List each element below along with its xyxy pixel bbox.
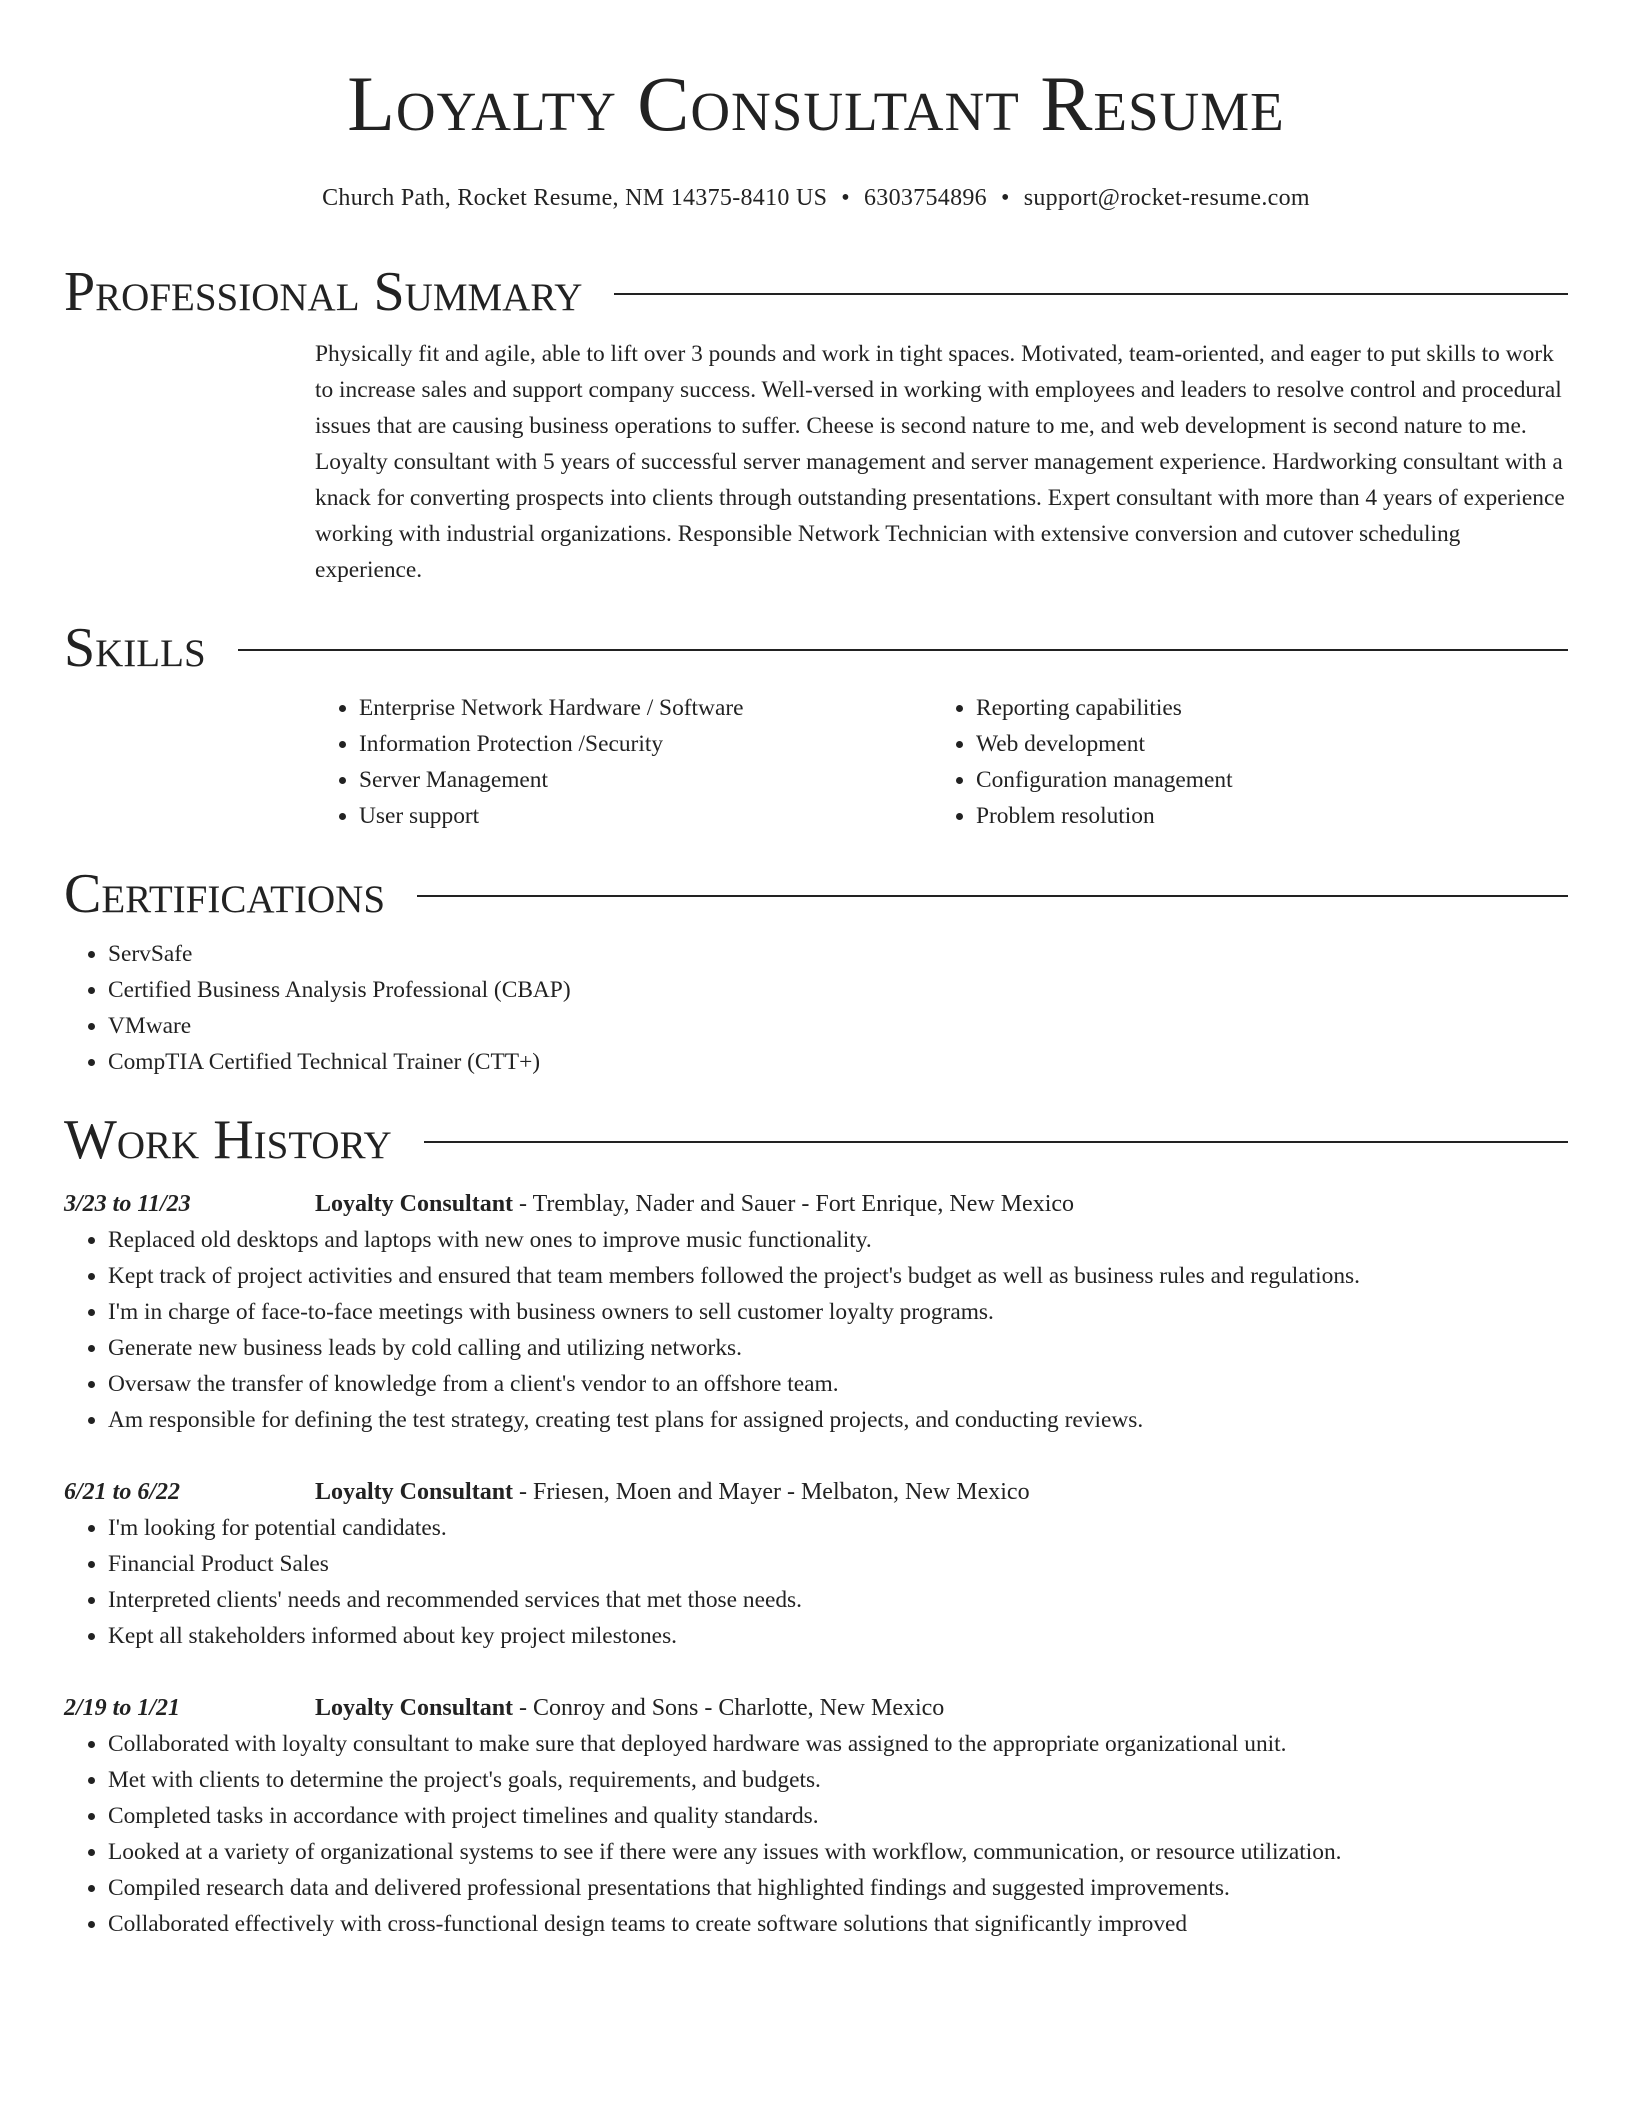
job-title: Loyalty Consultant bbox=[315, 1191, 514, 1217]
job-bullets bbox=[64, 1510, 1568, 1654]
certification-item: • VMware bbox=[108, 1008, 1568, 1044]
contact-line bbox=[64, 182, 1568, 214]
job-bullet: • Interpreted clients' needs and recommended services that met those needs. bbox=[108, 1582, 1568, 1618]
job-bullets bbox=[64, 1222, 1568, 1438]
job-heading bbox=[315, 1186, 1074, 1222]
summary-section bbox=[64, 260, 1568, 588]
section-divider bbox=[424, 1141, 1568, 1143]
skill-item: • Problem resolution bbox=[976, 798, 1549, 834]
contact-separator: • bbox=[1000, 185, 1010, 211]
section-heading bbox=[64, 1108, 1568, 1172]
job-bullet: • Collaborated effectively with cross-functional design teams to create software solutions that significantly improved bbox=[108, 1906, 1568, 1942]
skill-item: • Information Protection /Security bbox=[359, 726, 932, 762]
job-dates: 6/21 to 6/22 bbox=[64, 1479, 181, 1505]
section-divider bbox=[238, 649, 1568, 651]
skills-section bbox=[64, 616, 1568, 834]
job-bullet: • Am responsible for defining the test strategy, creating test plans for assigned projects, and conducting reviews. bbox=[108, 1402, 1568, 1438]
skill-item: • Configuration management bbox=[976, 762, 1549, 798]
skills-list-right bbox=[932, 690, 1549, 834]
job-bullet: • Kept track of project activities and ensured that team members followed the project's budget as well as business rules and regulations. bbox=[108, 1258, 1568, 1294]
summary-text: Physically fit and agile, able to lift over 3 pounds and work in tight spaces. Motivated, team-oriented, and eager to put skills to work to increase sales and support company success. Well-versed in working with employees and leaders to resolve control and procedural issues that are causing business operations to suffer. Cheese is second nature to me, and web development is second nature to me. Loyalty consultant with 5 years of successful server management and server management experience. Hardworking consultant with a knack for converting prospects into clients through outstanding presentations. Expert consultant with more than 4 years of experience working with industrial organizations. Responsible Network Technician with extensive conversion and cutover scheduling experience. bbox=[315, 341, 1565, 583]
skill-item: • Reporting capabilities bbox=[976, 690, 1549, 726]
job-bullet: • Financial Product Sales bbox=[108, 1546, 1568, 1582]
job-bullet: • I'm looking for potential candidates. bbox=[108, 1510, 1568, 1546]
summary-heading: Professional Summary bbox=[64, 261, 583, 323]
job-entry bbox=[64, 1474, 1568, 1654]
job-bullet: • Compiled research data and delivered professional presentations that highlighted findings and suggested improvements. bbox=[108, 1870, 1568, 1906]
page-title: Loyalty Consultant Resume bbox=[347, 60, 1285, 147]
job-bullets bbox=[64, 1726, 1568, 1942]
job-entry bbox=[64, 1186, 1568, 1438]
contact-phone: 6303754896 bbox=[863, 185, 987, 211]
job-employer: - Friesen, Moen and Mayer - Melbaton, New Mexico bbox=[513, 1479, 1030, 1505]
job-header bbox=[64, 1186, 1568, 1222]
job-title: Loyalty Consultant bbox=[315, 1695, 514, 1721]
job-bullet: • I'm in charge of face-to-face meetings with business owners to sell customer loyalty programs. bbox=[108, 1294, 1568, 1330]
job-dates: 3/23 to 11/23 bbox=[64, 1191, 191, 1217]
skill-item: • User support bbox=[359, 798, 932, 834]
skill-item: • Web development bbox=[976, 726, 1549, 762]
section-heading bbox=[64, 616, 1568, 680]
job-title: Loyalty Consultant bbox=[315, 1479, 514, 1505]
resume-page bbox=[64, 0, 1568, 1942]
job-bullet: • Looked at a variety of organizational systems to see if there were any issues with workflow, communication, or resource utilization. bbox=[108, 1834, 1568, 1870]
section-divider bbox=[614, 293, 1568, 295]
job-bullet: • Generate new business leads by cold calling and utilizing networks. bbox=[108, 1330, 1568, 1366]
certification-item: • Certified Business Analysis Professional (CBAP) bbox=[108, 972, 1568, 1008]
skills-list-left bbox=[315, 690, 932, 834]
section-heading bbox=[64, 260, 1568, 324]
skill-item: • Enterprise Network Hardware / Software bbox=[359, 690, 932, 726]
job-bullet: • Met with clients to determine the project's goals, requirements, and budgets. bbox=[108, 1762, 1568, 1798]
job-dates: 2/19 to 1/21 bbox=[64, 1695, 181, 1721]
job-bullet: • Oversaw the transfer of knowledge from a client's vendor to an offshore team. bbox=[108, 1366, 1568, 1402]
certification-item: • CompTIA Certified Technical Trainer (CTT+) bbox=[108, 1044, 1568, 1080]
skills-grid bbox=[315, 690, 1568, 834]
contact-email[interactable]: support@rocket-resume.com bbox=[1023, 185, 1310, 211]
job-entry bbox=[64, 1690, 1568, 1942]
job-heading bbox=[315, 1690, 944, 1726]
work-history-heading: Work History bbox=[64, 1109, 392, 1171]
job-bullet: • Collaborated with loyalty consultant to make sure that deployed hardware was assigned to the appropriate organizational unit. bbox=[108, 1726, 1568, 1762]
certification-item: • ServSafe bbox=[108, 936, 1568, 972]
skill-item: • Server Management bbox=[359, 762, 932, 798]
job-bullet: • Completed tasks in accordance with project timelines and quality standards. bbox=[108, 1798, 1568, 1834]
skills-heading: Skills bbox=[64, 617, 206, 679]
job-header bbox=[64, 1690, 1568, 1726]
work-history-section bbox=[64, 1108, 1568, 1942]
section-divider bbox=[417, 895, 1568, 897]
job-heading bbox=[315, 1474, 1030, 1510]
contact-separator: • bbox=[841, 185, 850, 211]
certifications-section bbox=[64, 862, 1568, 1080]
job-bullet: • Kept all stakeholders informed about key project milestones. bbox=[108, 1618, 1568, 1654]
certifications-list bbox=[64, 936, 1568, 1080]
job-bullet: • Replaced old desktops and laptops with new ones to improve music functionality. bbox=[108, 1222, 1568, 1258]
certifications-heading: Certifications bbox=[64, 863, 386, 925]
job-employer: - Tremblay, Nader and Sauer - Fort Enrique, New Mexico bbox=[513, 1191, 1075, 1217]
contact-address: Church Path, Rocket Resume, NM 14375-8410 US bbox=[322, 185, 828, 211]
section-heading bbox=[64, 862, 1568, 926]
job-employer: - Conroy and Sons - Charlotte, New Mexico bbox=[513, 1695, 945, 1721]
job-header bbox=[64, 1474, 1568, 1510]
